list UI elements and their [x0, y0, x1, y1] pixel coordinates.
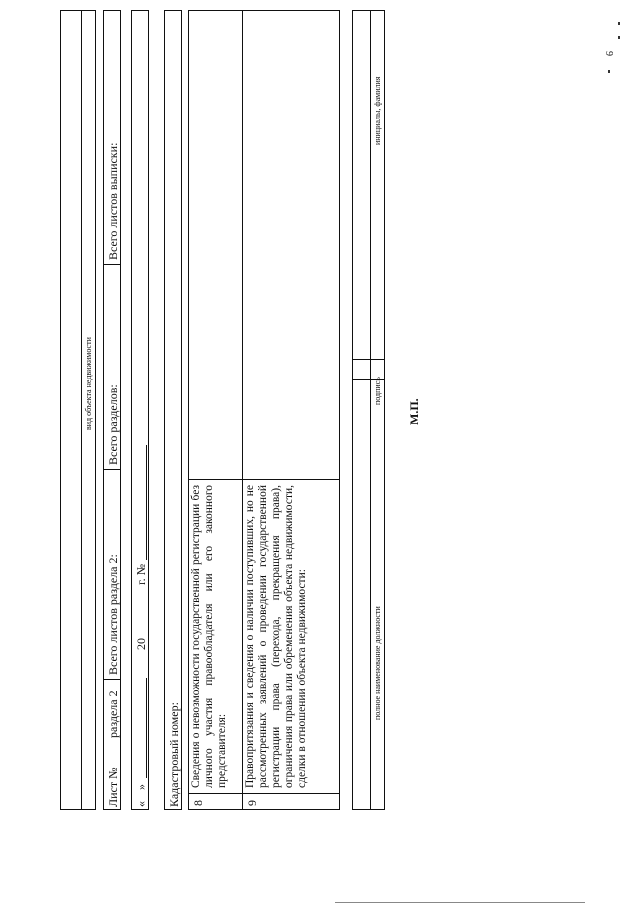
- section-label: раздела 2: [106, 690, 120, 738]
- signature-line: [370, 10, 371, 810]
- sheet-no-label: Лист №: [106, 767, 120, 807]
- extract-sheets-label: Всего листов выписки:: [106, 142, 120, 260]
- scan-speck: [618, 36, 620, 39]
- cell-divider: [103, 679, 121, 680]
- name-caption: инициалы, фамилия: [373, 76, 382, 145]
- row-9-text: Правопритязания и сведения о наличии поступивших, но не рассмотренных заявлений о проведении государственной регистрации права (перехода, прекращения права), ограничения права или обременения объекта недвижимости, сделки в отношении объекта недвижимости:: [244, 485, 308, 788]
- cadastral-row: [164, 10, 182, 810]
- date-year-prefix: 20: [134, 638, 148, 650]
- stamp-place: М.П.: [407, 398, 421, 425]
- position-caption: полное наименование должности: [373, 606, 382, 720]
- signature-divider: [352, 359, 385, 360]
- cadastral-label: Кадастровый номер:: [167, 702, 181, 807]
- object-kind-underline: [81, 10, 82, 810]
- date-quote-close: »: [134, 784, 148, 790]
- page-number: 9: [603, 51, 614, 56]
- scan-speck: [618, 22, 620, 25]
- signature-caption: подпись: [373, 377, 382, 405]
- table-value-col-divider: [188, 479, 340, 480]
- row-9-number: 9: [245, 800, 259, 806]
- scan-speck: [608, 70, 610, 73]
- object-kind-caption: вид объекта недвижимости: [84, 337, 93, 430]
- date-year-suffix: г. №: [134, 563, 148, 585]
- row-8-text: Сведения о невозможности государственной регистрации без личного участия правообладателя или его законного представителя:: [190, 485, 228, 788]
- section2-sheets-label: Всего листов раздела 2:: [106, 554, 120, 675]
- cell-divider: [103, 264, 121, 265]
- sections-total-label: Всего разделов:: [106, 384, 120, 465]
- date-underline: [146, 678, 147, 778]
- number-underline: [146, 445, 147, 560]
- rotated-form-sheet: [60, 10, 421, 810]
- cell-divider: [103, 469, 121, 470]
- scan-edge-line: [335, 902, 585, 903]
- row-8-number: 8: [191, 800, 205, 806]
- table-num-col-divider: [188, 793, 340, 794]
- date-quote-open: «: [134, 801, 148, 807]
